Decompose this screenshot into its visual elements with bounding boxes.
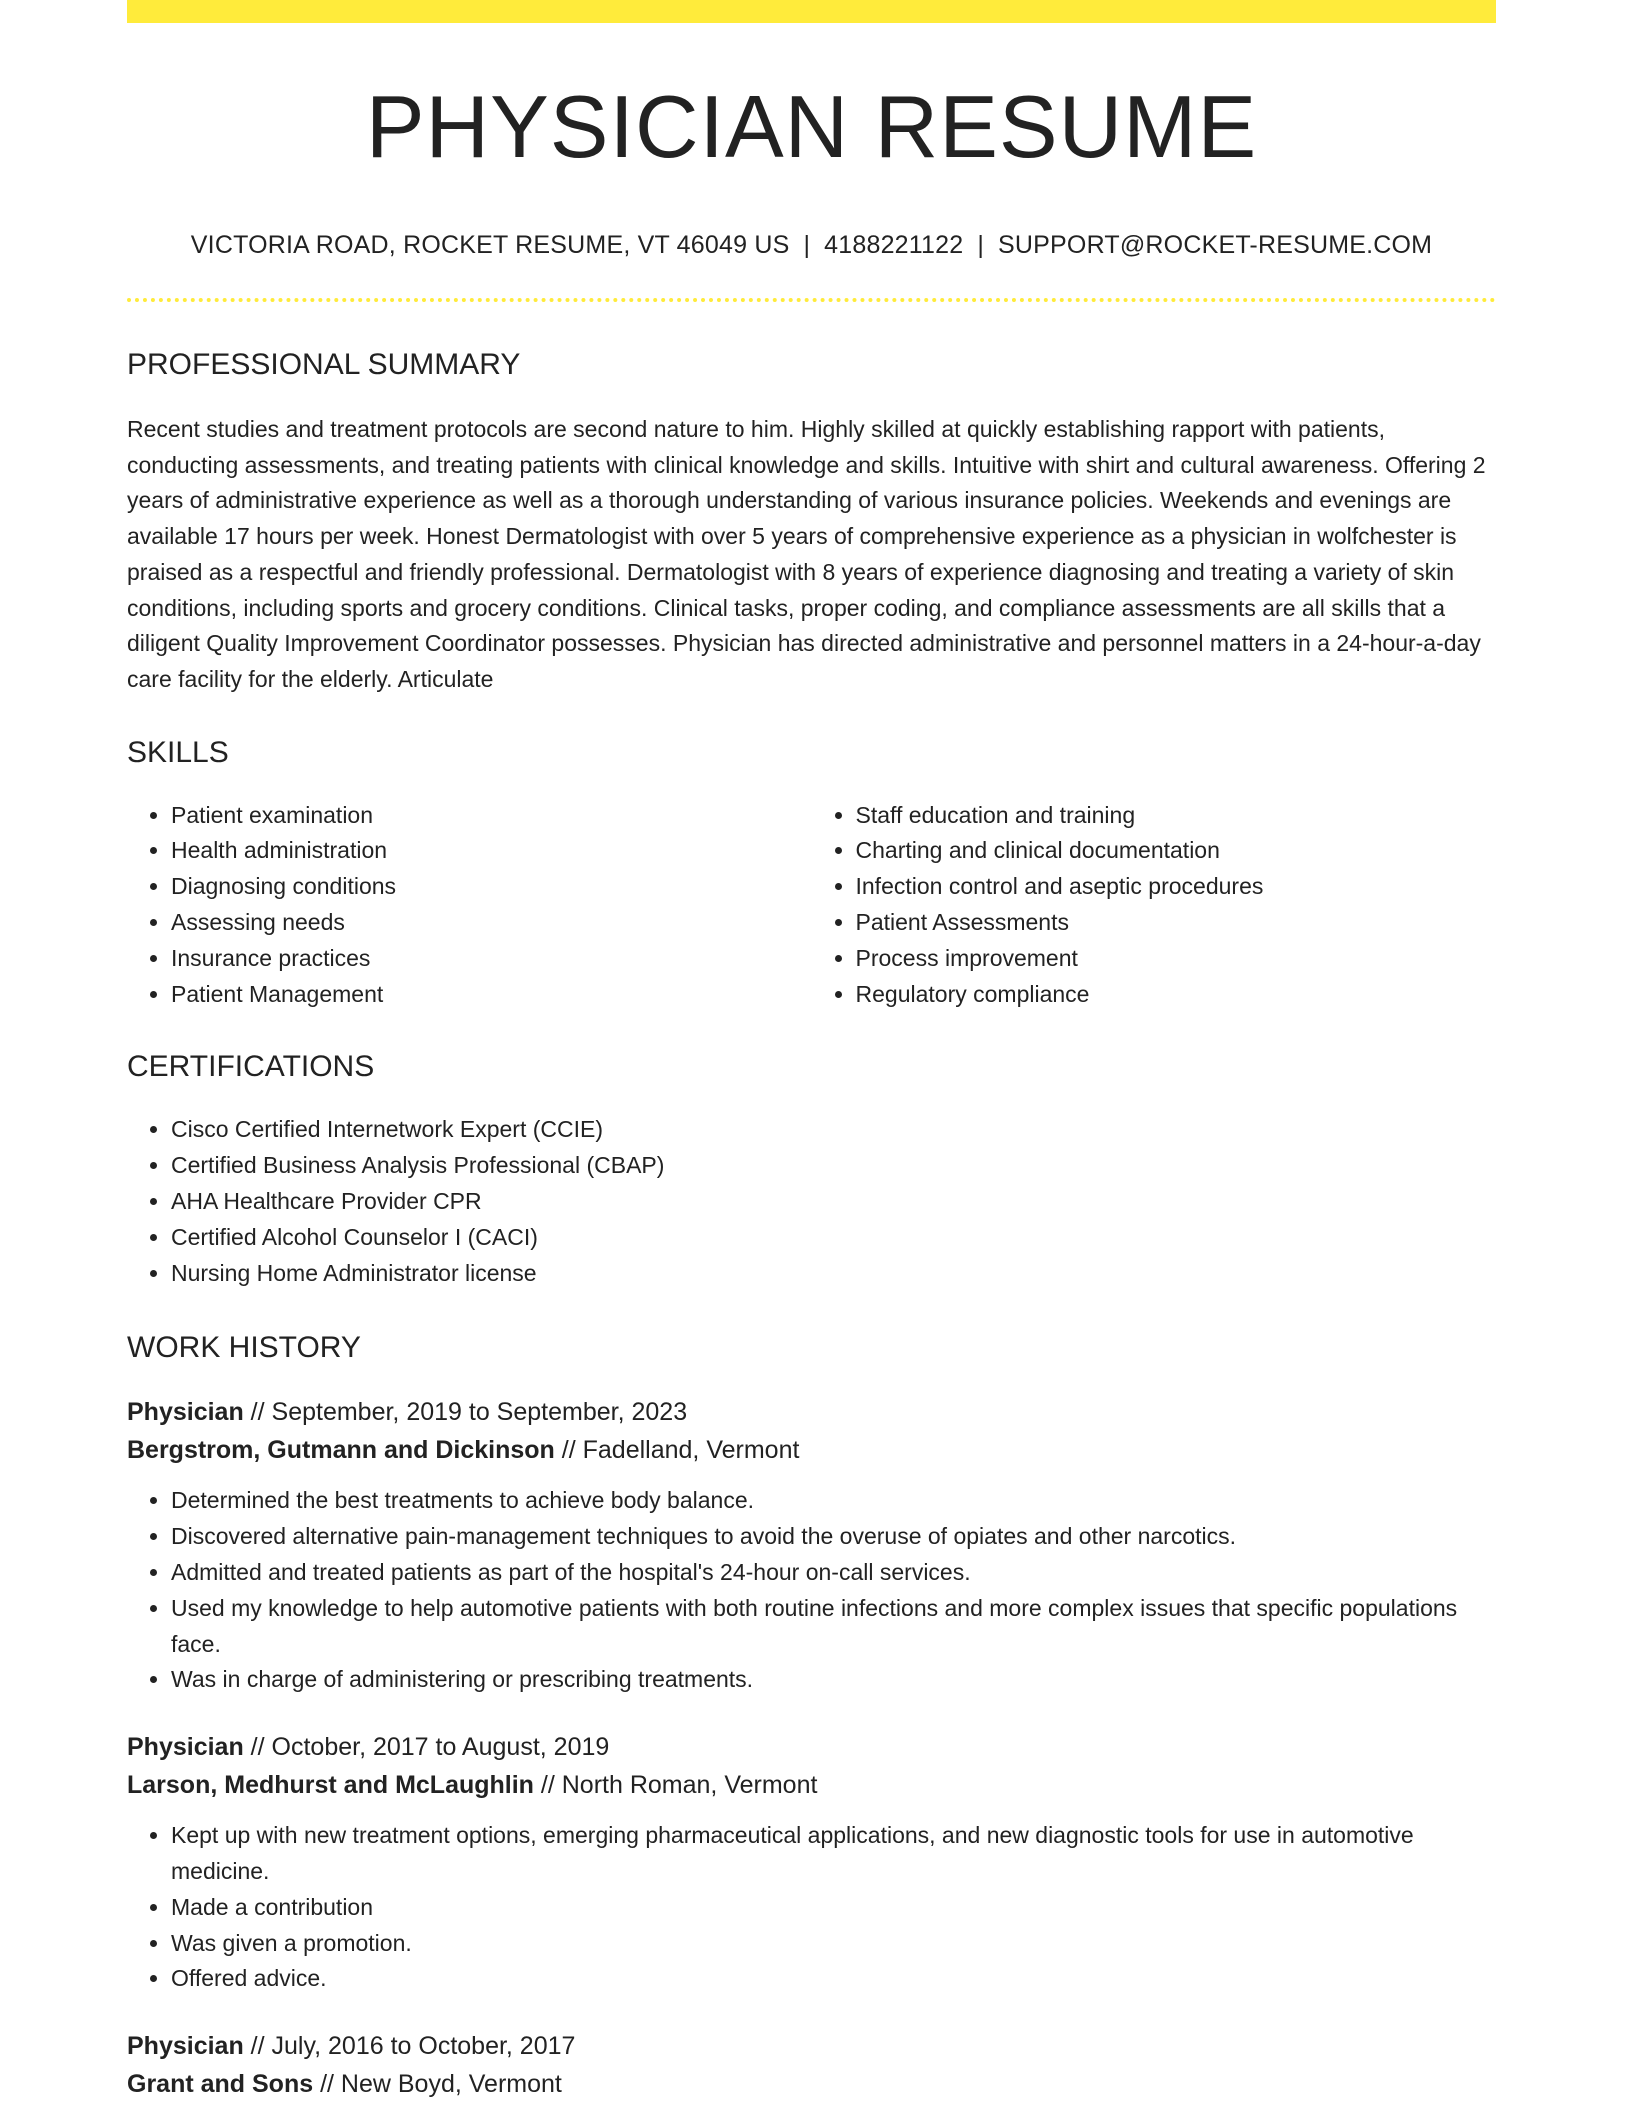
certifications-list — [127, 1112, 1496, 1291]
job-role: Physician — [127, 1733, 244, 1762]
duty-item: • Admitted and treated patients as part of the hospital's 24-hour on-call services. — [171, 1555, 1496, 1591]
skill-item: • Infection control and aseptic procedures — [856, 869, 1497, 905]
skill-item: • Regulatory compliance — [856, 977, 1497, 1013]
accent-bar — [127, 0, 1496, 23]
skills-columns — [127, 798, 1496, 1013]
skills-heading: SKILLS — [127, 735, 229, 769]
job-duties-list — [127, 1818, 1496, 1997]
certification-item: • Cisco Certified Internetwork Expert (CCIE) — [171, 1112, 1496, 1148]
duty-item: • Determined the best treatments to achieve body balance. — [171, 1483, 1496, 1519]
duty-item: • Discovered alternative pain-management techniques to avoid the overuse of opiates and other narcotics. — [171, 1519, 1496, 1555]
contact-line — [127, 231, 1496, 260]
skill-item: • Insurance practices — [171, 941, 812, 977]
job-duties-list — [127, 1483, 1496, 1698]
job-company: Larson, Medhurst and McLaughlin — [127, 1771, 534, 1800]
job-company: Bergstrom, Gutmann and Dickinson — [127, 1436, 555, 1465]
contact-separator: | — [977, 231, 985, 259]
skill-item: • Process improvement — [856, 941, 1497, 977]
certifications-heading: CERTIFICATIONS — [127, 1050, 375, 1084]
job-entry — [127, 2027, 1496, 2103]
job-location: // New Boyd, Vermont — [313, 2070, 562, 2099]
duty-item: • Offered advice. — [171, 1961, 1496, 1997]
job-company-line — [127, 2065, 1496, 2103]
job-dates: // July, 2016 to October, 2017 — [243, 2032, 576, 2061]
job-dates: // October, 2017 to August, 2019 — [243, 1733, 610, 1762]
skill-item: • Charting and clinical documentation — [856, 833, 1497, 869]
duty-item: • Made a contribution — [171, 1890, 1496, 1926]
contact-separator: | — [803, 231, 811, 259]
job-role-line — [127, 2027, 1496, 2065]
skill-item: • Staff education and training — [856, 798, 1497, 834]
summary-heading: PROFESSIONAL SUMMARY — [127, 348, 521, 381]
duty-item: • Was given a promotion. — [171, 1926, 1496, 1962]
summary-text: Recent studies and treatment protocols are second nature to him. Highly skilled at quickly establishing rapport with patients, conducting assessments, and treating patients with clinical knowledge and skills. Intuitive with shirt and cultural awareness. Offering 2 years of administrative experience as well as a thorough understanding of various insurance policies. Weekends and evenings are available 17 hours per week. Honest Dermatologist with over 5 years of comprehensive experience as a physician in wolfchester is praised as a respectful and friendly professional. Dermatologist with 8 years of experience diagnosing and treating a variety of skin conditions, including sports and grocery conditions. Clinical tasks, proper coding, and compliance assessments are all skills that a diligent Quality Improvement Coordinator possesses. Physician has directed administrative and personnel matters in a 24-hour-a-day care facility for the elderly. Articulate — [127, 416, 1486, 692]
skill-item: • Assessing needs — [171, 905, 812, 941]
certification-item: • AHA Healthcare Provider CPR — [171, 1184, 1496, 1220]
skill-item: • Patient Management — [171, 977, 812, 1013]
duty-item: • Kept up with new treatment options, emerging pharmaceutical applications, and new diagnostic tools for use in automotive medicine. — [171, 1818, 1496, 1890]
job-dates: // September, 2019 to September, 2023 — [243, 1398, 688, 1427]
work-history-heading: WORK HISTORY — [127, 1331, 361, 1365]
job-location: // North Roman, Vermont — [533, 1771, 818, 1800]
duty-item: • Was in charge of administering or prescribing treatments. — [171, 1662, 1496, 1698]
phone: 4188221122 — [824, 231, 964, 259]
job-company-line — [127, 1766, 1496, 1804]
certification-item: • Certified Business Analysis Professional (CBAP) — [171, 1148, 1496, 1184]
skill-item: • Health administration — [171, 833, 812, 869]
job-company-line — [127, 1431, 1496, 1469]
job-entry — [127, 1393, 1496, 1698]
skill-item: • Patient Assessments — [856, 905, 1497, 941]
skills-list-left — [127, 798, 812, 1013]
job-role: Physician — [127, 2032, 244, 2061]
skill-item: • Diagnosing conditions — [171, 869, 812, 905]
certification-item: • Certified Alcohol Counselor I (CACI) — [171, 1220, 1496, 1256]
skill-item: • Patient examination — [171, 798, 812, 834]
job-role-line — [127, 1728, 1496, 1766]
job-location: // Fadelland, Vermont — [554, 1436, 800, 1465]
duty-item: • Used my knowledge to help automotive patients with both routine infections and more complex issues that specific populations face. — [171, 1591, 1496, 1663]
skills-list-right — [812, 798, 1497, 1013]
address: VICTORIA ROAD, ROCKET RESUME, VT 46049 US — [190, 231, 790, 259]
job-role-line — [127, 1393, 1496, 1431]
dotted-divider — [127, 298, 1496, 302]
job-role: Physician — [127, 1398, 244, 1427]
resume-title: PHYSICIAN RESUME — [365, 77, 1258, 176]
resume-page — [127, 0, 1496, 2103]
job-entry — [127, 1728, 1496, 1997]
certification-item: • Nursing Home Administrator license — [171, 1256, 1496, 1292]
job-company: Grant and Sons — [127, 2070, 314, 2099]
email: SUPPORT@ROCKET-RESUME.COM — [998, 231, 1433, 259]
